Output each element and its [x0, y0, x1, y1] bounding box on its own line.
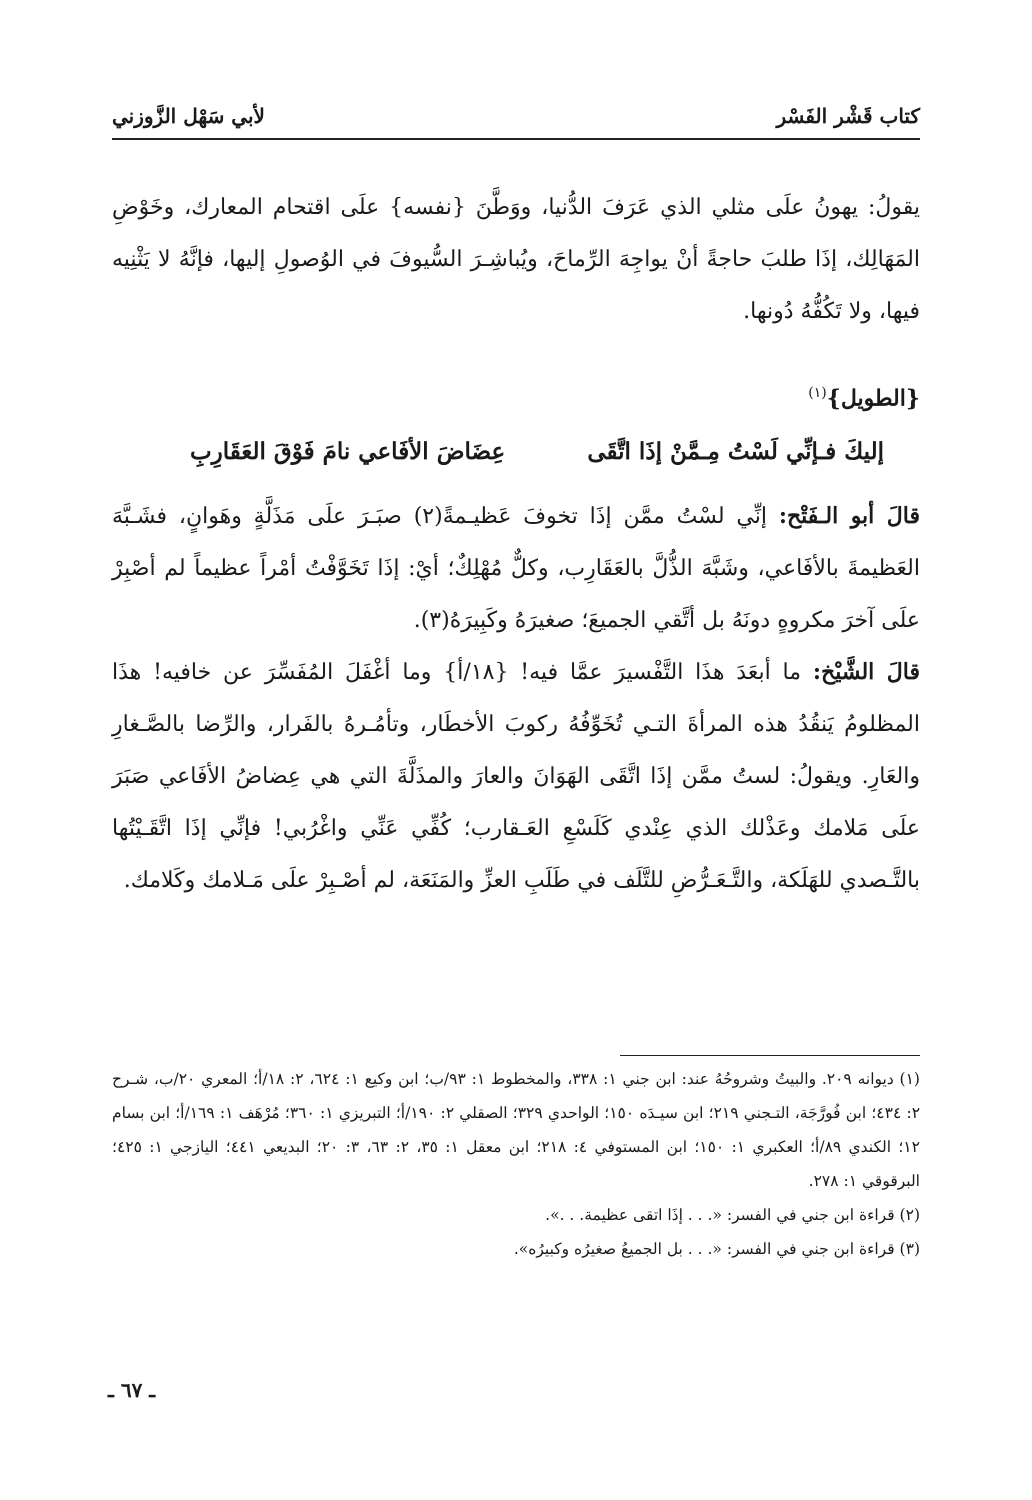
footnote: (١) ديوانه ٢٠٩. والبيتُ وشروحُهُ عند: ابن جني ١: ٣٣٨، والمخطوط ١: ٩٣/ب؛ ابن وكيع ١: ٦٢٤، ٢: ١٨/أ؛ المعري ٢٠/ب، شـرح ٢: ٤٣٤؛ ابن فُورَّجَة، التـجني ٢١٩؛ ابن سيـدَه ١٥٠؛ الواحدي ٣٢٩؛ الصقلي ٢: ١٩٠/أ؛ التبريزي ١: ٣٦٠؛ مُرْهَف ١: ١٦٩/أ؛ ابن بسام ١٢؛ الكندي ٨٩/أ؛ العكبري ١: ١٥٠؛ ابن المستوفي ٤: ٢١٨؛ ابن معقل ١: ٣٥، ٢: ٦٣، ٣: ٢٠؛ البديعي ٤٤١؛ اليازجي ١: ٤٢٥؛ البرقوقي ١: ٢٧٨. [112, 1070, 921, 1190]
author-name: لأبي سَهْل الزَّوزني [112, 104, 265, 128]
commentary-text: إنِّي لسْتُ ممَّن إذَا تخوفَ عَظيـمةً(٢) صبَـرَ علَى مَذَلَّةٍ وهَوانٍ، فشَـبَّهَ العَظيمةَ بالأفَاعي، وشَبَّهَ الذُّلَّ بالعَقَارِب، وكلٌّ مُهْلِكٌ؛ أيْ: إذَا تَخَوَّفْتُ أمْراً عظيماً لم أصْبِرْ علَى آخرَ مكروهٍ دونَهُ بل أتَّقي الجميعَ؛ صغيرَهُ وكَبِيرَهُ(٣). [112, 504, 920, 633]
meter-name: {الطويل} [826, 385, 920, 412]
footnote-rule [620, 1055, 920, 1056]
footnote: (٢) قراءة ابن جني في الفسر: «. . . إذَا اتقى عظيمة. . .». [545, 1206, 920, 1224]
speaker-label: قالَ الشَّيْخ: [812, 659, 921, 685]
running-head [112, 98, 920, 134]
header-rule [112, 138, 920, 140]
footnotes [112, 1062, 920, 1266]
verse-hemistich-first: إليكَ فـإنِّي لَسْتُ مِـمَّنْ إذَا اتَّقَى [587, 438, 884, 465]
commentary-text: ما أبعَدَ هذَا التَّفْسيرَ عمَّا فيه! {١٨/أ} وما أغْفَلَ المُفَسِّرَ عن خافيه! هذَا المظلومُ يَنقُدُ هذه المرأةَ التـي تُخَوِّفُهُ ركوبَ الأخطَار، وتأمُـرهُ بالفَرار، والرِّضا بالصَّـغارِ والعَارِ. ويقولُ: لستُ ممَّن إذَا اتَّقَى الهَوَانَ والعارَ والمذَلَّةَ التي هي عِضاضُ الأفَاعي صَبَرَ علَى مَلامك وعَذْلك الذي عِنْدي كَلَسْعِ العَـقارب؛ كُفِّي عَنِّي واغْرُبي! فإنِّي إذَا اتَّقَـيْتُها بالتَّـصدي للهَلَكة، والتَّـعَـرُّضِ للتَّلَف في طَلَبِ العزِّ والمَنَعَة، لم أصْـبِرْ علَى مَـلامك وكَلامك. [112, 660, 920, 893]
page-number: ـ ٦٧ ـ [108, 1378, 156, 1402]
footnote-ref: (١) [808, 385, 827, 401]
abu-alfath-commentary [112, 490, 920, 647]
sheikh-commentary [112, 646, 920, 907]
footnote: (٣) قراءة ابن جني في الفسر: «. . . بل الجميعُ صغيرُه وكبيرُه». [513, 1240, 920, 1258]
meter-label [808, 385, 920, 411]
verse-hemistich-second: عِضَاضَ الأفَاعي نامَ فَوْقَ العَقَارِبِ [190, 438, 506, 465]
intro-paragraph: يقولُ: يهونُ علَى مثلي الذي عَرَفَ الدُّنيا، ووَطَّنَ {نفسه} علَى اقتحام المعارك، وخَوْضِ المَهَالِك، إذَا طلبَ حاجةً أنْ يواجِهَ الرِّماحَ، ويُباشِـرَ السُّيوفَ في الوُصولِ إليها، فإنَّهُ لا يَثْنِيه فيها، ولا تَكُفُّهُ دُونها. [112, 195, 920, 324]
speaker-label: قالَ أبو الـفَتْح: [778, 503, 921, 529]
book-title: كتاب قَشْر الفَسْر [776, 104, 920, 128]
verse-line [190, 438, 884, 478]
